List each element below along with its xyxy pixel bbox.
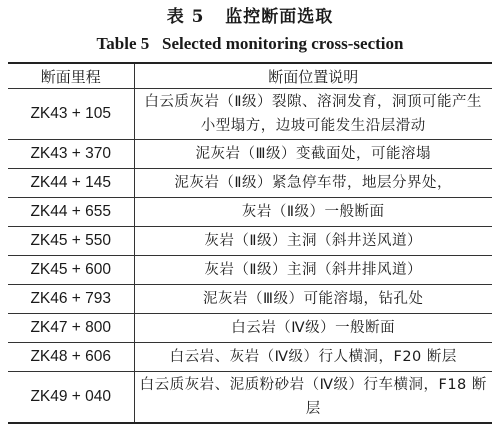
cell-description: 白云岩（Ⅳ级）一般断面 bbox=[134, 314, 492, 343]
cell-description: 泥灰岩（Ⅲ级）变截面处，可能溶塌 bbox=[134, 140, 492, 169]
table-row bbox=[8, 140, 492, 169]
cell-mileage: ZK48 + 606 bbox=[8, 343, 134, 372]
table-row bbox=[8, 89, 492, 140]
cell-description: 灰岩（Ⅱ级）主洞（斜井送风道） bbox=[134, 227, 492, 256]
table-row bbox=[8, 227, 492, 256]
table-row bbox=[8, 343, 492, 372]
table-row bbox=[8, 169, 492, 198]
column-header-location-description: 断面位置说明 bbox=[134, 63, 492, 89]
cell-description: 泥灰岩（Ⅲ级）可能溶塌，钻孔处 bbox=[134, 285, 492, 314]
cell-mileage: ZK47 + 800 bbox=[8, 314, 134, 343]
cell-mileage: ZK45 + 600 bbox=[8, 256, 134, 285]
column-header-mileage: 断面里程 bbox=[8, 63, 134, 89]
cell-description: 灰岩（Ⅱ级）一般断面 bbox=[134, 198, 492, 227]
cell-description: 白云质灰岩（Ⅱ级）裂隙、溶洞发育，洞顶可能产生小型塌方，边坡可能发生沿层滑动 bbox=[134, 89, 492, 140]
cell-mileage: ZK45 + 550 bbox=[8, 227, 134, 256]
cell-description: 白云质灰岩、泥质粉砂岩（Ⅳ级）行车横洞，F18 断层 bbox=[134, 372, 492, 424]
cell-mileage: ZK43 + 370 bbox=[8, 140, 134, 169]
monitoring-section-table bbox=[8, 62, 492, 424]
cell-mileage: ZK46 + 793 bbox=[8, 285, 134, 314]
cell-mileage: ZK44 + 145 bbox=[8, 169, 134, 198]
table-row bbox=[8, 285, 492, 314]
table-caption-chinese: 表 5 监控断面选取 bbox=[166, 7, 334, 27]
cell-description: 白云岩、灰岩（Ⅳ级）行人横洞，F20 断层 bbox=[134, 343, 492, 372]
table-header-row bbox=[8, 63, 492, 89]
cell-mileage: ZK43 + 105 bbox=[8, 89, 134, 140]
cell-mileage: ZK49 + 040 bbox=[8, 372, 134, 424]
table-row bbox=[8, 198, 492, 227]
cell-description: 灰岩（Ⅱ级）主洞（斜井排风道） bbox=[134, 256, 492, 285]
cell-mileage: ZK44 + 655 bbox=[8, 198, 134, 227]
cell-description: 泥灰岩（Ⅱ级）紧急停车带，地层分界处， bbox=[134, 169, 492, 198]
table-row bbox=[8, 256, 492, 285]
table-caption-english: Table 5 Selected monitoring cross-section bbox=[96, 34, 404, 53]
table-row bbox=[8, 314, 492, 343]
table-row bbox=[8, 372, 492, 424]
